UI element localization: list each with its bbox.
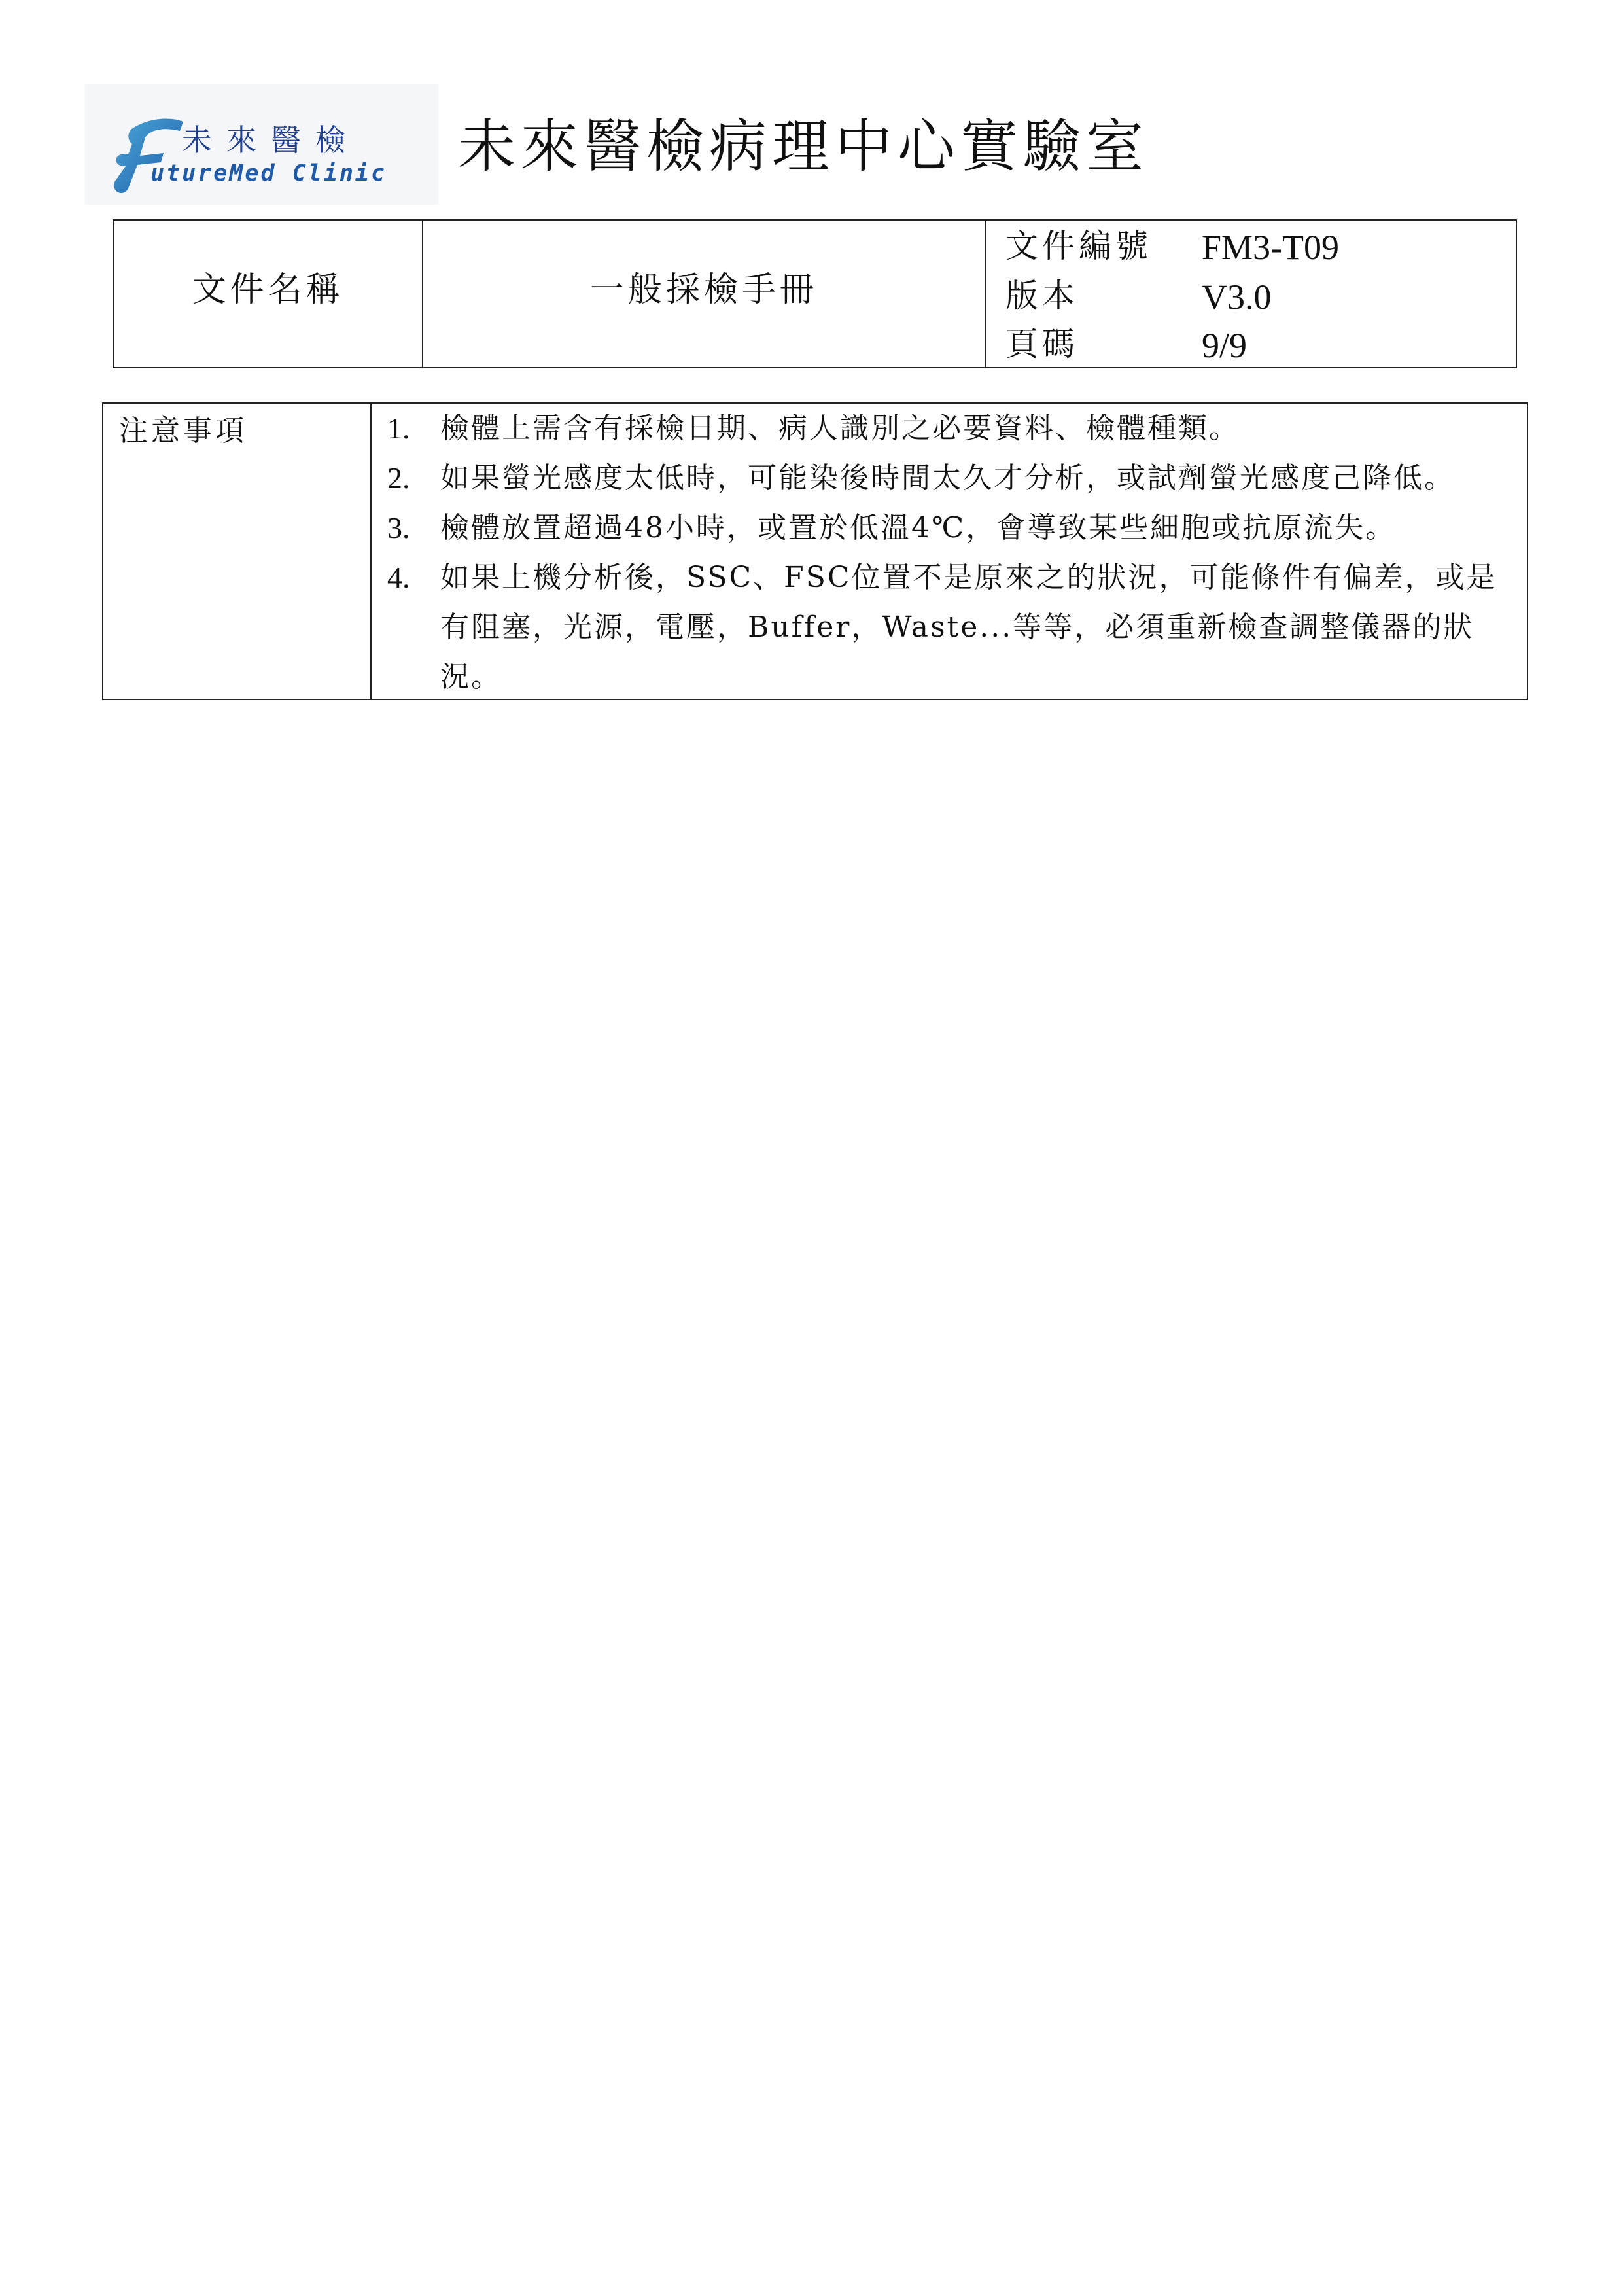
note-number: 2. — [387, 461, 410, 495]
page-title: 未來醫檢病理中心實驗室 — [458, 113, 1149, 180]
logo-english-text: utureMed Clinic — [150, 160, 387, 186]
note-number: 3. — [387, 511, 410, 544]
doc-meta-cell — [986, 221, 1516, 367]
note-text: 如果螢光感度太低時，可能染後時間太久才分析，或試劑螢光感度己降低。 — [440, 461, 1455, 495]
notes-table — [102, 402, 1528, 700]
doc-page-value: 9/9 — [1202, 326, 1248, 365]
document-header-table — [113, 219, 1517, 368]
doc-version-value: V3.0 — [1202, 277, 1272, 317]
note-number: 4. — [387, 561, 410, 594]
notes-label: 注意事項 — [119, 414, 247, 448]
note-text: 如果上機分析後，SSC、FSC位置不是原來之的狀況，可能條件有偏差，或是有阻塞，光源，電壓，Buffer，Waste...等等，必須重新檢查調整儀器的狀況。 — [440, 561, 1497, 694]
notes-label-cell — [103, 404, 372, 699]
doc-version-label: 版本 — [1005, 277, 1079, 315]
doc-number-value: FM3-T09 — [1202, 228, 1340, 267]
doc-page-label: 頁碼 — [1005, 325, 1079, 363]
doc-name-label-cell — [114, 221, 423, 367]
doc-name-value: 一般採檢手冊 — [589, 270, 818, 309]
doc-name-label: 文件名稱 — [192, 270, 344, 309]
clinic-logo — [85, 84, 438, 205]
doc-name-value-cell — [423, 221, 986, 367]
notes-list — [372, 404, 1527, 699]
note-text: 檢體上需含有採檢日期、病人識別之必要資料、檢體種類。 — [440, 412, 1240, 445]
logo-chinese-text: 未來醫檢 — [182, 122, 360, 158]
note-text: 檢體放置超過48小時，或置於低溫4℃，會導致某些細胞或抗原流失。 — [440, 511, 1397, 544]
note-number: 1. — [387, 412, 410, 445]
doc-number-label: 文件編號 — [1005, 227, 1152, 265]
